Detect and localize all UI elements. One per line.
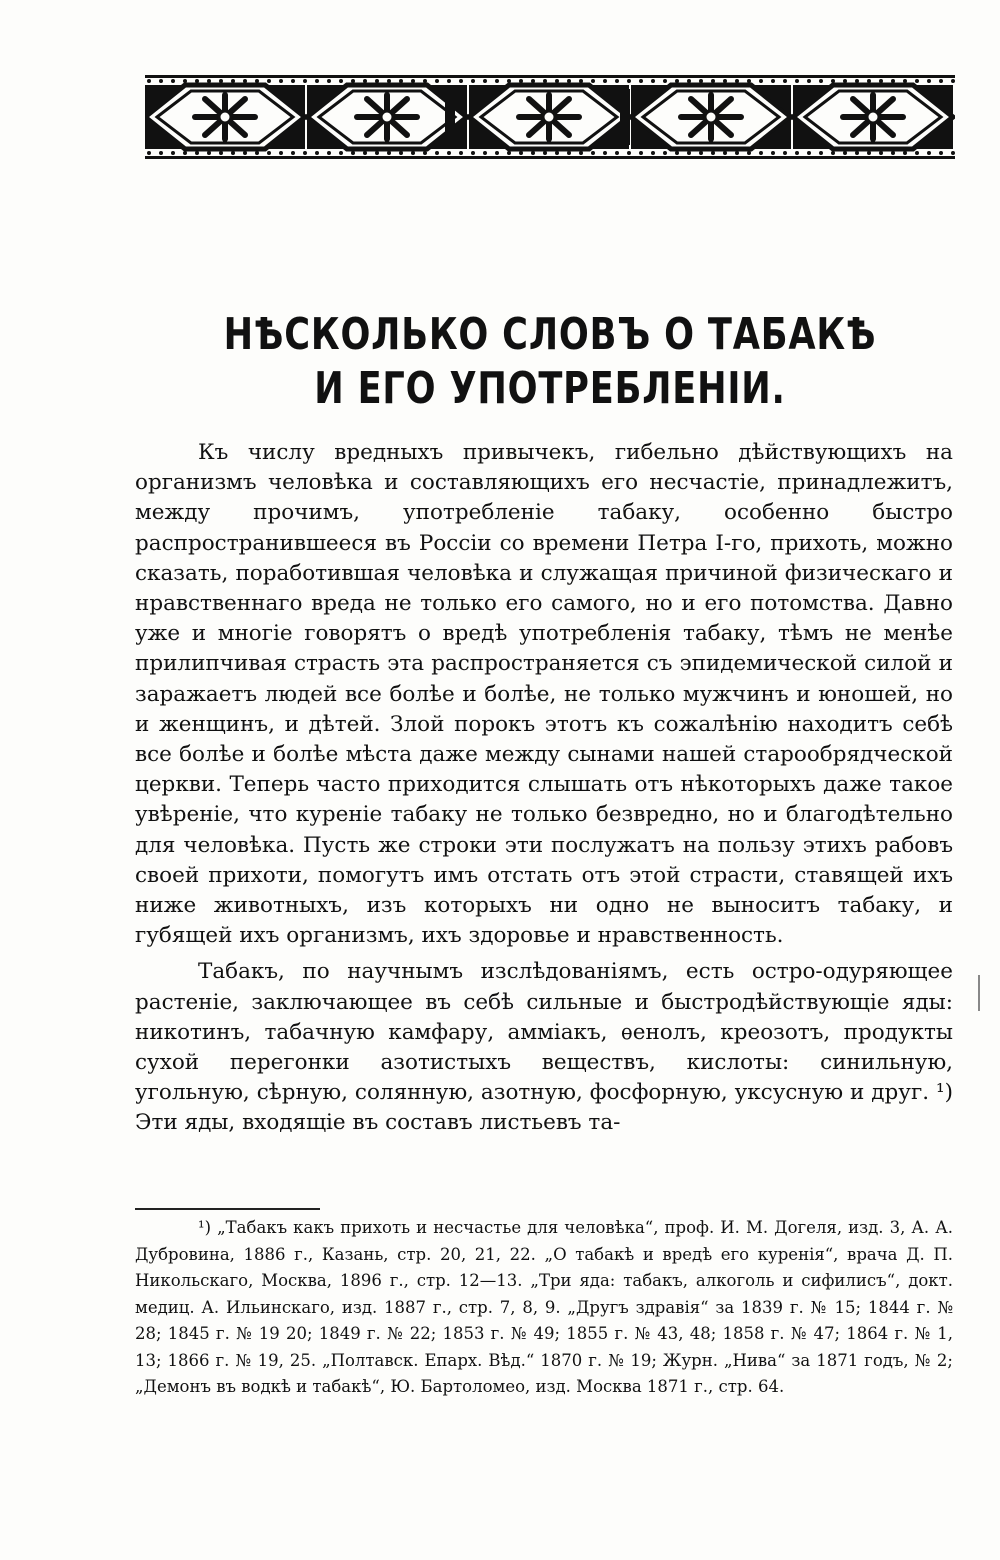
paragraph-2: Табакъ, по научнымъ изслѣдованiямъ, есть остро-одуряющее растенiе, заключающее въ себѣ сильные и быстродѣйствующiе яды: никотинъ, табачную камфару, амміакъ, ѳенолъ, креозотъ, продукты сухой перегонки азотистыхъ веществъ, кислоты: синильную, угольную, сѣрную, солянную, азотную, фосфорную, уксусную и друг. ¹) Эти яды, входящiе въ составъ листьевъ та- — [135, 959, 953, 1136]
body-text — [135, 438, 953, 1145]
page-title: НѢСКОЛЬКО СЛОВЪ О ТАБАКѢ И ЕГО УПОТРЕБЛЕНIИ. — [223, 309, 877, 414]
headpiece-ornament — [145, 75, 955, 160]
margin-mark — [978, 975, 980, 1011]
paragraph-1: Къ числу вредныхъ привычекъ, гибельно дѣйствующихъ на организмъ человѣка и составляющихъ его несчастiе, принадлежитъ, между прочимъ, употребленiе табаку, особенно быстро распространившееся въ Россiи со времени Петра I-го, прихоть, можно сказать, поработившая человѣка и служащая причиной физическаго и нравственнаго вреда не только его самого, но и его потомства. Давно уже и многiе говорятъ о вредѣ употребленiя табаку, тѣмъ не менѣе прилипчивая страсть эта распространяется съ эпидемической силой и заражаетъ людей все болѣе и болѣе, не только мужчинъ и юношей, но и женщинъ, и дѣтей. Злой порокъ этотъ къ сожалѣнiю находитъ себѣ все болѣе и болѣе мѣста даже между сынами нашей старообрядческой церкви. Теперь часто приходится слышать отъ нѣкоторыхъ даже такое увѣренiе, что куренiе табаку не только безвредно, но и благодѣтельно для человѣка. Пусть же строки эти послужатъ на пользу этихъ рабовъ своей прихоти, помогутъ имъ отстать отъ этой страсти, ставящей ихъ ниже животныхъ, изъ которыхъ ни одно не выноситъ табаку, и губящей ихъ организмъ, ихъ здоровье и нравственность. — [135, 440, 953, 949]
footnote: ¹) „Табакъ какъ прихоть и несчастье для человѣка“, проф. И. М. Догеля, изд. 3, А. А. Дубровина, 1886 г., Казань, стр. 20, 21, 22. „О табакѣ и вредѣ его куренiя“, врача Д. П. Никольскаго, Москва, 1896 г., стр. 12—13. „Три яда: табакъ, алкоголь и сифилисъ“, докт. медиц. А. Ильинскаго, изд. 1887 г., стр. 7, 8, 9. „Другъ здравiя“ за 1839 г. № 15; 1844 г. № 28; 1845 г. № 19 20; 1849 г. № 22; 1853 г. № 49; 1855 г. № 43, 48; 1858 г. № 47; 1864 г. № 1, 13; 1866 г. № 19, 25. „Полтавск. Епарх. Вѣд.“ 1870 г. № 19; Журн. „Нива“ за 1871 годъ, № 2; „Демонъ въ водкѣ и табакѣ“, Ю. Бартоломео, изд. Москва 1871 г., стр. 64. — [135, 1218, 953, 1396]
footnote-divider — [135, 1208, 320, 1210]
